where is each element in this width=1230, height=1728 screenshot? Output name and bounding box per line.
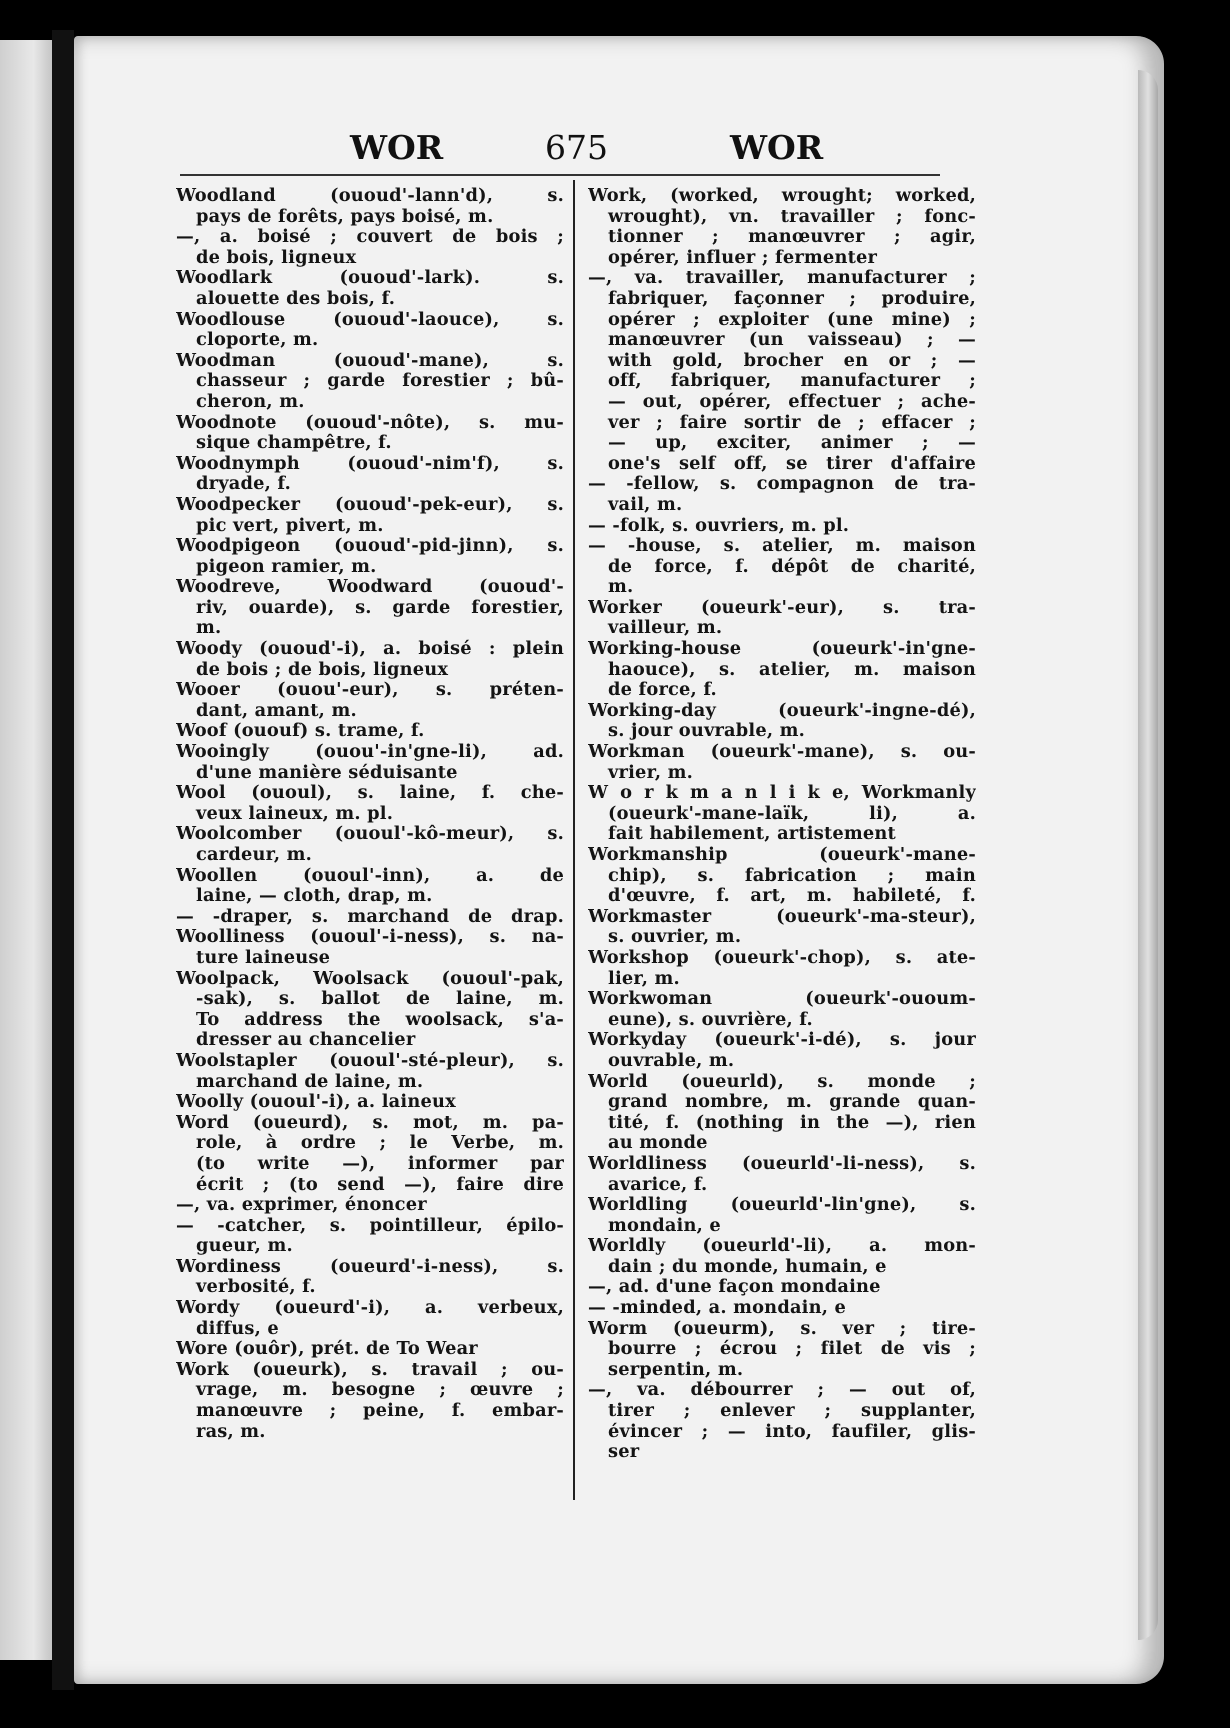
entry-line: —, va. travailler, manufacturer ; xyxy=(588,268,976,289)
entry-line: manœuvrer (un vaisseau) ; — xyxy=(608,330,976,351)
entry-line: off, fabriquer, manufacturer ; xyxy=(608,371,976,392)
entry-line: de bois ; de bois, ligneux xyxy=(196,659,449,680)
entry-line: vrage, m. besogne ; œuvre ; xyxy=(196,1380,564,1401)
entry-line: de bois, ligneux xyxy=(196,247,357,268)
entry-line: —, va. exprimer, énoncer xyxy=(176,1195,427,1216)
entry-line: -sak), s. ballot de laine, m. xyxy=(196,989,564,1010)
entry-line: — up, exciter, animer ; — xyxy=(608,433,976,454)
entry-line: tirer ; enlever ; supplanter, xyxy=(608,1401,976,1422)
entry-line: Working-day (oueurk'-ingne-dé), xyxy=(588,700,976,721)
entry-line: lier, m. xyxy=(608,968,680,989)
entry-line: mondain, e xyxy=(608,1215,721,1236)
entry-line: haouce), s. atelier, m. maison xyxy=(608,659,976,680)
entry-line: alouette des bois, f. xyxy=(196,288,396,309)
entry-line: Worm (oueurm), s. ver ; tire- xyxy=(588,1318,976,1339)
running-head-right: WOR xyxy=(730,128,824,167)
entry-line: Workmanship (oueurk'-mane- xyxy=(588,845,976,865)
entry-line: Woodnote (ououd'-nôte), s. mu- xyxy=(176,412,564,433)
entry-line: (to write —), informer par xyxy=(196,1153,564,1174)
entry-line: Woody (ououd'-i), a. boisé : plein xyxy=(176,639,564,660)
entry-line: écrit ; (to send —), faire dire xyxy=(196,1174,564,1195)
entry-line: tionner ; manœuvrer ; agir, xyxy=(608,227,976,248)
entry-line: chip), s. fabrication ; main xyxy=(608,865,976,886)
entry-line: role, à ordre ; le Verbe, m. xyxy=(196,1133,564,1154)
entry-line: — -fellow, s. compagnon de tra- xyxy=(588,474,976,495)
entry-line: Woodlark (ououd'-lark). s. xyxy=(176,268,564,289)
entry-line: ouvrable, m. xyxy=(608,1050,735,1071)
entry-line: Workmaster (oueurk'-ma-steur), xyxy=(588,906,976,927)
entry-line: cloporte, m. xyxy=(196,330,319,351)
entry-line: pays de forêts, pays boisé, m. xyxy=(196,206,494,227)
entry-line: Wool (ououl), s. laine, f. che- xyxy=(176,783,564,804)
entry-line: Woof (ououf) s. trame, f. xyxy=(176,721,425,742)
header-rule xyxy=(180,174,940,176)
entry-line: d'une manière séduisante xyxy=(196,762,458,783)
entry-line: Workman (oueurk'-mane), s. ou- xyxy=(588,742,976,763)
entry-line: évincer ; — into, faufiler, glis- xyxy=(608,1421,976,1442)
entry-line: with gold, brocher en or ; — xyxy=(608,350,976,371)
entry-line: W o r k m a n l i k e, Workmanly xyxy=(588,783,976,804)
entry-line: Working-house (oueurk'-in'gne- xyxy=(588,639,976,660)
entry-line: — -house, s. atelier, m. maison xyxy=(588,536,976,557)
entry-line: Wordy (oueurd'-i), a. verbeux, xyxy=(176,1298,564,1319)
entry-line: —, va. débourrer ; — out of, xyxy=(588,1380,976,1401)
entry-line: — -folk, s. ouvriers, m. pl. xyxy=(588,515,850,536)
entry-line: vail, m. xyxy=(608,494,683,515)
entry-line: — -minded, a. mondain, e xyxy=(588,1298,847,1319)
entry-line: To address the woolsack, s'a- xyxy=(196,1009,564,1030)
entry-line: verbosité, f. xyxy=(196,1277,316,1298)
entry-line: dryade, f. xyxy=(196,474,291,495)
running-head-left: WOR xyxy=(350,128,444,167)
entry-line: laine, — cloth, drap, m. xyxy=(196,886,433,907)
entry-line: serpentin, m. xyxy=(608,1359,744,1380)
entry-line: Woolstapler (ououl'-sté-pleur), s. xyxy=(176,1050,564,1071)
entry-line: m. xyxy=(608,577,634,598)
entry-line: fabriquer, façonner ; produire, xyxy=(608,288,976,309)
entry-line: s. jour ouvrable, m. xyxy=(608,721,806,742)
entry-line: Woollen (ououl'-inn), a. de xyxy=(176,865,564,886)
entry-line: dant, amant, m. xyxy=(196,700,357,721)
entry-line: Worker (oueurk'-eur), s. tra- xyxy=(588,597,976,618)
entry-line: s. ouvrier, m. xyxy=(608,927,742,948)
entry-line: — -catcher, s. pointilleur, épilo- xyxy=(176,1215,564,1236)
entry-line: gueur, m. xyxy=(196,1236,293,1257)
entry-line: one's self off, se tirer d'affaire xyxy=(608,453,976,474)
entry-line: fait habilement, artistement xyxy=(608,824,896,845)
entry-line: — -draper, s. marchand de drap. xyxy=(176,906,564,927)
entry-line: pigeon ramier, m. xyxy=(196,556,377,577)
entry-line: Woolpack, Woolsack (ououl'-pak, xyxy=(176,968,564,989)
entry-line: Woolcomber (ououl'-kô-meur), s. xyxy=(176,824,564,845)
entry-line: Woodland (ououd'-lann'd), s. xyxy=(176,186,564,206)
entry-line: bourre ; écrou ; filet de vis ; xyxy=(608,1339,976,1360)
entry-line: manœuvre ; peine, f. embar- xyxy=(196,1401,564,1422)
entry-line: ras, m. xyxy=(196,1421,266,1442)
entry-line: de force, f. xyxy=(608,680,717,701)
facing-page-edge xyxy=(0,40,56,1660)
entry-line: Woodlouse (ououd'-laouce), s. xyxy=(176,309,564,330)
entry-line: riv, ouarde), s. garde forestier, xyxy=(196,597,564,618)
entry-line: Woodreve, Woodward (ououd'- xyxy=(176,577,564,598)
entry-line: vailleur, m. xyxy=(608,618,723,639)
entry-line: m. xyxy=(196,618,222,639)
entry-line: ser xyxy=(608,1442,640,1463)
entry-line: au monde xyxy=(608,1133,708,1154)
entry-line: Woodnymph (ououd'-nim'f), s. xyxy=(176,453,564,474)
page-curl-edge xyxy=(1138,70,1158,1640)
entry-line: Worldliness (oueurld'-li-ness), s. xyxy=(588,1153,976,1174)
book-gutter xyxy=(52,30,74,1690)
entry-line: Workyday (oueurk'-i-dé), s. jour xyxy=(588,1030,976,1051)
entry-line: veux laineux, m. pl. xyxy=(196,803,394,824)
entry-line: Work, (worked, wrought; worked, xyxy=(588,186,976,206)
entry-line: (oueurk'-mane-laïk, li), a. xyxy=(608,803,976,824)
page-number: 675 xyxy=(545,128,608,167)
entry-line: ture laineuse xyxy=(196,947,331,968)
entry-line: Workwoman (oueurk'-ououm- xyxy=(588,989,976,1010)
entry-line: Worldling (oueurld'-lin'gne), s. xyxy=(588,1195,976,1216)
entry-line: Woodpecker (ououd'-pek-eur), s. xyxy=(176,494,564,515)
entry-line: Woodman (ououd'-mane), s. xyxy=(176,350,564,371)
entry-line: — out, opérer, effectuer ; ache- xyxy=(608,391,976,412)
entry-line: World (oueurld), s. monde ; xyxy=(588,1071,976,1092)
entry-line: pic vert, pivert, m. xyxy=(196,515,384,536)
entry-line: tité, f. (nothing in the —), rien xyxy=(608,1112,976,1133)
entry-line: diffus, e xyxy=(196,1318,279,1339)
column-divider xyxy=(573,180,575,1500)
entry-line: grand nombre, m. grande quan- xyxy=(608,1092,976,1113)
left-column xyxy=(176,186,564,1442)
entry-line: —, ad. d'une façon mondaine xyxy=(588,1277,881,1298)
running-head xyxy=(170,128,950,168)
entry-line: dresser au chancelier xyxy=(196,1030,416,1051)
entry-line: cardeur, m. xyxy=(196,845,313,865)
entry-line: chasseur ; garde forestier ; bû- xyxy=(196,371,564,392)
entry-line: marchand de laine, m. xyxy=(196,1071,424,1092)
entry-line: Woodpigeon (ououd'-pid-jinn), s. xyxy=(176,536,564,557)
entry-line: Woolly (ououl'-i), a. laineux xyxy=(176,1092,456,1113)
entry-line: Wore (ouôr), prét. de To Wear xyxy=(176,1339,478,1360)
entry-line: avarice, f. xyxy=(608,1174,708,1195)
entry-line: Workshop (oueurk'-chop), s. ate- xyxy=(588,947,976,968)
entry-line: opérer, influer ; fermenter xyxy=(608,247,878,268)
entry-line: vrier, m. xyxy=(608,762,694,783)
entry-line: Worldly (oueurld'-li), a. mon- xyxy=(588,1236,976,1257)
entry-line: Wooer (ouou'-eur), s. préten- xyxy=(176,680,564,701)
right-column xyxy=(588,186,976,1463)
entry-line: Work (oueurk), s. travail ; ou- xyxy=(176,1359,564,1380)
entry-line: Word (oueurd), s. mot, m. pa- xyxy=(176,1112,564,1133)
entry-line: eune), s. ouvrière, f. xyxy=(608,1009,813,1030)
entry-line: opérer ; exploiter (une mine) ; xyxy=(608,309,976,330)
entry-line: sique champêtre, f. xyxy=(196,433,392,454)
entry-line: Wooingly (ouou'-in'gne-li), ad. xyxy=(176,742,564,763)
entry-line: wrought), vn. travailler ; fonc- xyxy=(608,206,976,227)
entry-line: Wordiness (oueurd'-i-ness), s. xyxy=(176,1256,564,1277)
entry-line: ver ; faire sortir de ; effacer ; xyxy=(608,412,976,433)
entry-line: dain ; du monde, humain, e xyxy=(608,1256,887,1277)
entry-line: d'œuvre, f. art, m. habileté, f. xyxy=(608,886,976,907)
entry-line: de force, f. dépôt de charité, xyxy=(608,556,976,577)
entry-line: —, a. boisé ; couvert de bois ; xyxy=(176,227,564,248)
entry-line: cheron, m. xyxy=(196,391,305,412)
entry-line: Woolliness (ououl'-i-ness), s. na- xyxy=(176,927,564,948)
